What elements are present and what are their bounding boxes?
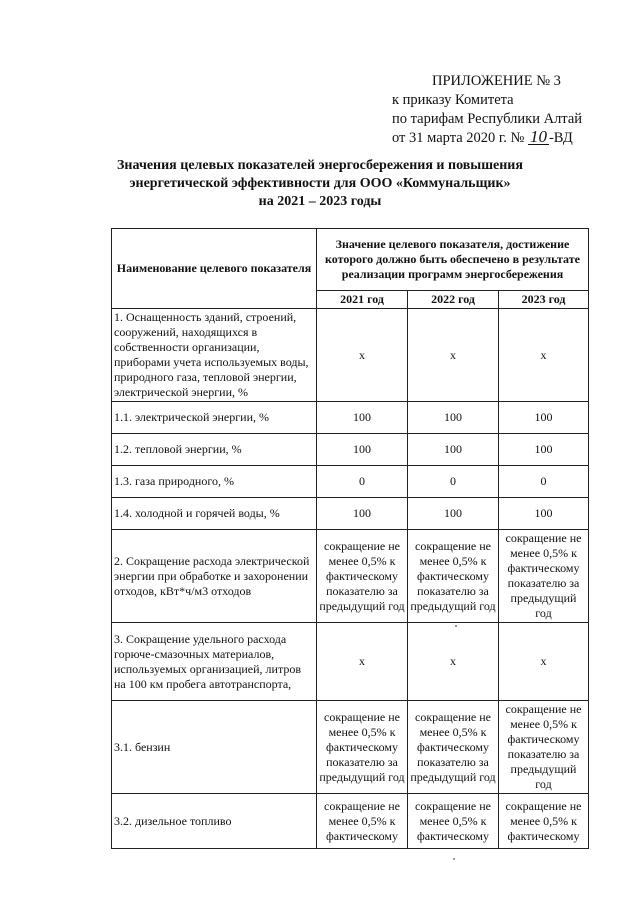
indicator-name: 2. Сокращение расхода электрической энергии при обработке и захоронении отходов, кВт*ч/м3 отходов	[112, 530, 317, 623]
year-header: 2022 год	[408, 291, 499, 309]
indicator-value: 100	[317, 434, 408, 466]
indicator-value: сокращение не менее 0,5% к фактическому показателю за предыдущий год	[408, 701, 499, 794]
indicator-value: сокращение не менее 0,5% к фактическому	[408, 794, 499, 849]
indicator-value: х	[317, 309, 408, 402]
order-date: от 31 марта 2020 г. №	[392, 130, 525, 146]
col-name-header: Наименование целевого показателя	[112, 229, 317, 309]
indicator-name: 1.4. холодной и горячей воды, %	[112, 498, 317, 530]
indicator-name: 1.1. электрической энергии, %	[112, 402, 317, 434]
table-row	[112, 434, 589, 466]
indicator-name: 1.3. газа природного, %	[112, 466, 317, 498]
order-number-handwritten: 10	[529, 127, 547, 146]
indicator-value: сокращение не менее 0,5% к фактическому показателю за предыдущий год	[317, 530, 408, 623]
indicator-value: 100	[499, 498, 589, 530]
indicator-value: 100	[408, 402, 499, 434]
indicator-value: х	[317, 623, 408, 701]
appendix-line-4	[392, 129, 582, 148]
table-row	[112, 466, 589, 498]
indicator-value: 100	[408, 434, 499, 466]
indicator-name: 3.1. бензин	[112, 701, 317, 794]
indicator-value: 0	[499, 466, 589, 498]
table-row	[112, 623, 589, 701]
table-row	[112, 309, 589, 402]
table-row	[112, 402, 589, 434]
indicator-value: сокращение не менее 0,5% к фактическому показателю за предыдущий год	[499, 701, 589, 794]
indicator-name: 3.2. дизельное топливо	[112, 794, 317, 849]
order-suffix: -ВД	[548, 130, 573, 146]
indicator-value: 100	[408, 498, 499, 530]
indicator-value: 100	[499, 434, 589, 466]
document-title	[0, 157, 640, 211]
table-row	[112, 530, 589, 623]
indicator-value: х	[408, 623, 499, 701]
indicator-value: сокращение не менее 0,5% к фактическому	[317, 794, 408, 849]
indicator-value: 100	[317, 402, 408, 434]
title-line-1: Значения целевых показателей энергосбережения и повышения	[117, 158, 523, 173]
indicator-value: 0	[408, 466, 499, 498]
col-value-header: Значение целевого показателя, достижение которого должно быть обеспечено в результате реализации программ энергосбережения	[317, 229, 589, 291]
indicator-value: 0	[317, 466, 408, 498]
year-header: 2021 год	[317, 291, 408, 309]
indicator-name: 1.2. тепловой энергии, %	[112, 434, 317, 466]
indicator-value: 100	[499, 402, 589, 434]
title-line-2: энергетической эффективности для ООО «Коммунальщик»	[129, 176, 511, 191]
indicator-value: сокращение не менее 0,5% к фактическому показателю за предыдущий год	[499, 530, 589, 623]
appendix-line-2: к приказу Комитета	[392, 92, 514, 108]
scan-speck	[455, 625, 457, 627]
indicator-value: сокращение не менее 0,5% к фактическому	[499, 794, 589, 849]
title-line-3: на 2021 – 2023 годы	[258, 194, 382, 209]
indicator-value: х	[499, 623, 589, 701]
indicator-value: х	[499, 309, 589, 402]
appendix-line-3: по тарифам Республики Алтай	[392, 111, 583, 127]
table-header-row	[112, 229, 589, 291]
table-row	[112, 701, 589, 794]
indicator-value: сокращение не менее 0,5% к фактическому показателю за предыдущий год	[408, 530, 499, 623]
appendix-label: ПРИЛОЖЕНИЕ № 3	[432, 73, 561, 89]
indicator-value: х	[408, 309, 499, 402]
indicator-value: сокращение не менее 0,5% к фактическому показателю за предыдущий год	[317, 701, 408, 794]
indicator-name: 3. Сокращение удельного расхода горюче-смазочных материалов, используемых организацией, литров на 100 км пробега автотранспорта,	[112, 623, 317, 701]
year-header: 2023 год	[499, 291, 589, 309]
indicators-table	[111, 228, 589, 849]
table-row	[112, 498, 589, 530]
appendix-header	[392, 72, 582, 148]
indicator-value: 100	[317, 498, 408, 530]
indicator-name: 1. Оснащенность зданий, строений, сооружений, находящихся в собственности организации, приборами учета используемых воды, природного газа, тепловой энергии, электрической энергии, %	[112, 309, 317, 402]
table-row	[112, 794, 589, 849]
scan-speck	[453, 858, 455, 860]
